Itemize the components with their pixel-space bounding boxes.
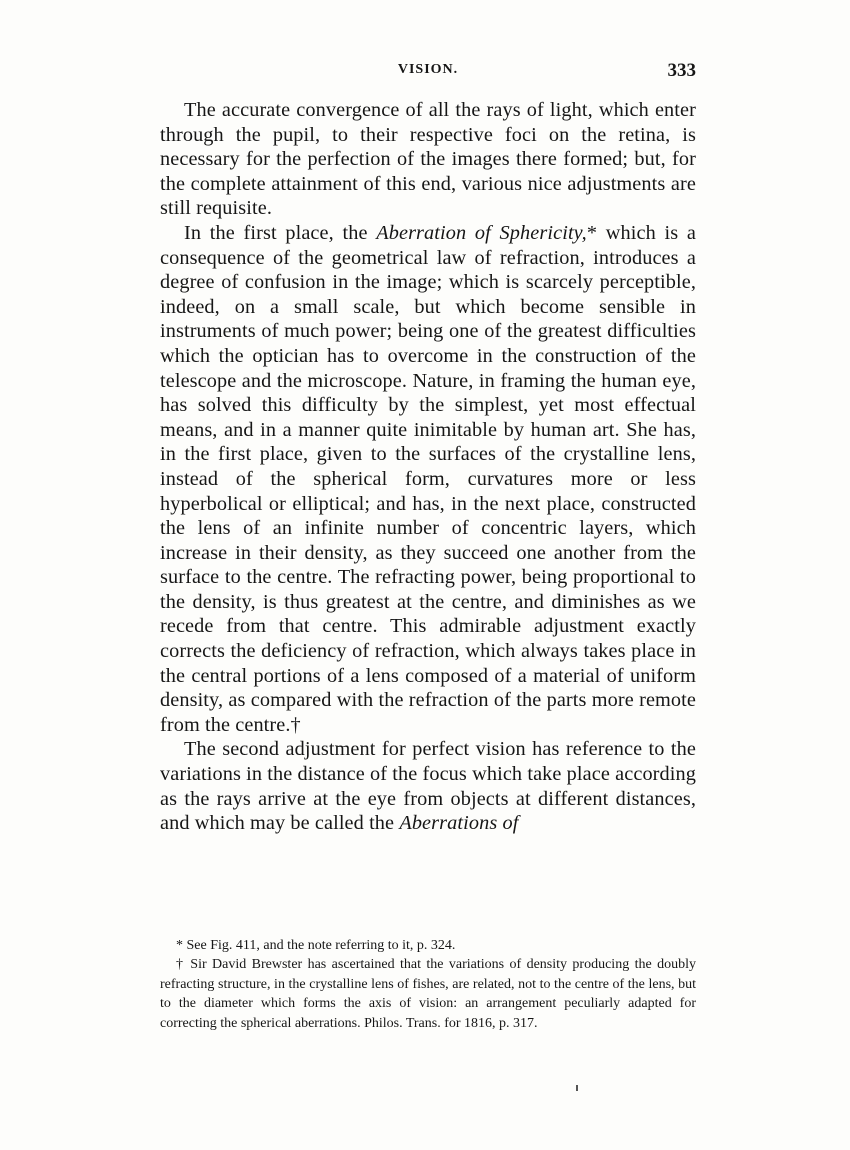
footnote-ref-dagger: † (290, 713, 301, 736)
footnote-2: † Sir David Brewster has ascertained that the variations of density producing the doubly refracting structure, in the crystalline lens of fishes, are related, not to the centre of the lens, but to the diameter which forms the axis of vision: an arrangement peculiarly adapted for correcting the spherical aberrations. Philos. Trans. for 1816, p. 317. (160, 957, 696, 1031)
paragraph-2-text-a: In the first place, the (184, 221, 377, 244)
paragraph-2-text-b: which is a consequence of the geometrical law of refraction, introduces a degree of confusion in the image; which is scarcely perceptible, indeed, on a small scale, but which become sensible in instruments of much power; being one of the greatest difficulties which the optician has to overcome in the construction of the telescope and the microscope. Nature, in framing the human eye, has solved this difficulty by the simplest, yet most effectual means, and in a manner quite inimitable by human art. She has, in the first place, given to the surfaces of the crystalline lens, instead of the spherical form, curvatures more or less hyperbolical or elliptical; and has, in the next place, constructed the lens of an infinite number of concentric layers, which increase in their density, as they succeed one another from the surface to the centre. The refracting power, being proportional to the density, is thus greatest at the centre, and diminishes as we recede from that centre. This admirable adjustment exactly corrects the deficiency of refraction, which always takes place in the central portions of a lens composed of a material of uniform density, as compared with the refraction of the parts more remote from the centre. (160, 221, 696, 736)
paragraph-3-text: The second adjustment for perfect vision has reference to the variations in the distance of the focus which take place according as the rays arrive at the eye from objects at different distances, and which may be called the (160, 738, 696, 835)
paragraph-1: The accurate convergence of all the rays of light, which enter through the pupil, to their respective foci on the retina, is necessary for the perfection of the images there formed; but, for the complete attainment of this end, various nice adjustments are still requisite. (160, 99, 696, 220)
footnote-1: * See Fig. 411, and the note referring to it, p. 324. (176, 938, 456, 953)
page-number: 333 (667, 60, 696, 81)
running-title: VISION. (397, 62, 459, 77)
footnote-ref-asterisk: * (586, 221, 598, 244)
body-text (160, 98, 696, 836)
footnotes (160, 936, 696, 1033)
aberrations-term: Aberrations of (399, 812, 519, 835)
running-head (160, 60, 696, 86)
paragraph-3 (160, 737, 696, 835)
paragraph-2 (160, 221, 696, 737)
stray-ink-mark (576, 1085, 578, 1091)
aberration-of-sphericity-term: Aberration of Sphericity, (376, 221, 587, 244)
